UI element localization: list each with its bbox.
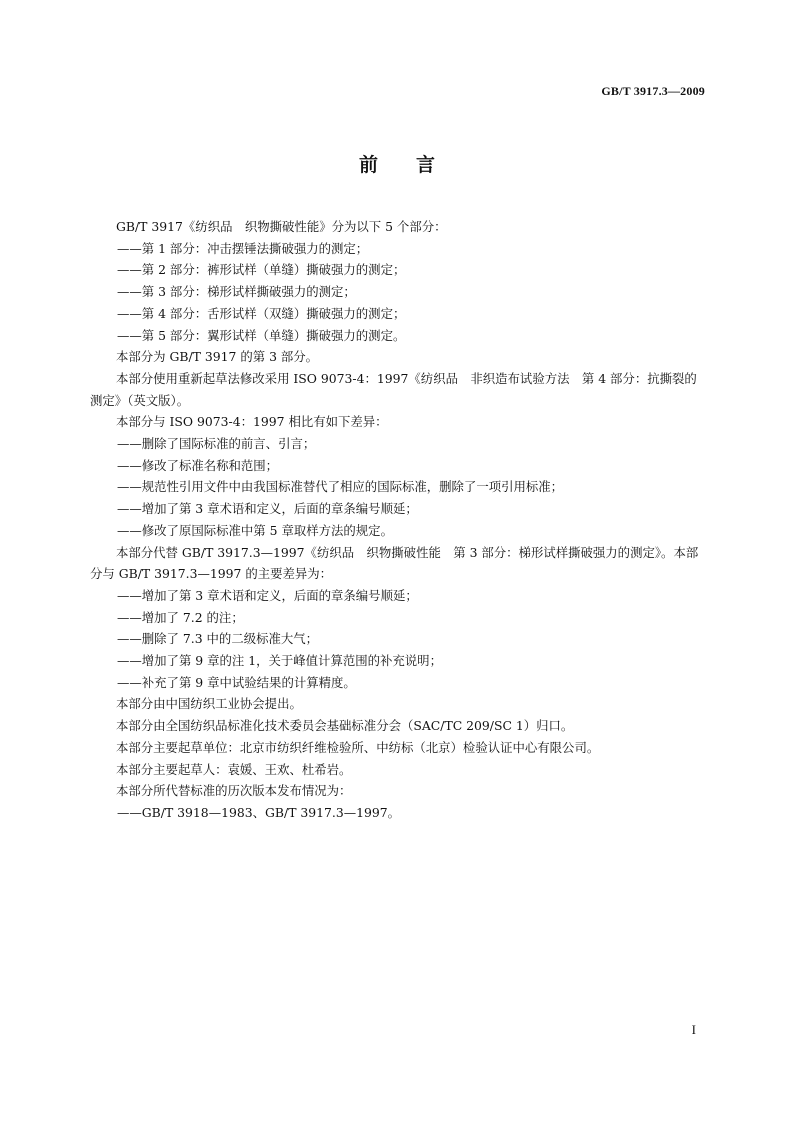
paragraph-proposer: 本部分由中国纺织工业协会提出。 <box>116 696 302 712</box>
paragraph-drafters: 本部分主要起草人：袁媛、王欢、杜希岩。 <box>116 761 352 777</box>
list-item-iso-diff-1: ——删除了国际标准的前言、引言； <box>117 436 316 452</box>
list-item-part-4: ——第 4 部分：舌形试样（双缝）撕破强力的测定； <box>117 305 406 321</box>
page-title <box>0 150 794 177</box>
title-char-1: 前 <box>358 154 378 176</box>
paragraph-drafting-units: 本部分主要起草单位：北京市纺织纤维检验所、中纺标（北京）检验认证中心有限公司。 <box>116 739 600 755</box>
list-item-iso-diff-4: ——增加了第 3 章术语和定义，后面的章条编号顺延； <box>117 501 418 517</box>
list-item-change-5: ——补充了第 9 章中试验结果的计算精度。 <box>117 674 356 690</box>
list-item-part-1: ——第 1 部分：冲击摆锤法撕破强力的测定； <box>117 240 369 256</box>
paragraph-iso-differences: 本部分与 ISO 9073-4：1997 相比有如下差异： <box>116 414 388 430</box>
list-item-part-2: ——第 2 部分：裤形试样（单缝）撕破强力的测定； <box>117 262 406 278</box>
list-item-change-3: ——删除了 7.3 中的二级标准大气； <box>117 631 319 647</box>
page-number: I <box>691 1022 696 1037</box>
paragraph-this-part: 本部分为 GB/T 3917 的第 3 部分。 <box>116 349 319 365</box>
paragraph-history: 本部分所代替标准的历次版本发布情况为： <box>116 783 352 799</box>
paragraph-parts-intro: GB/T 3917《纺织品 织物撕破性能》分为以下 5 个部分： <box>116 219 447 234</box>
list-item-iso-diff-2: ——修改了标准名称和范围； <box>117 457 279 473</box>
title-char-2: 言 <box>416 154 436 176</box>
list-item-part-3: ——第 3 部分：梯形试样撕破强力的测定； <box>117 284 356 300</box>
paragraph-committee: 本部分由全国纺织品标准化技术委员会基础标准分会（SAC/TC 209/SC 1）归口。 <box>116 718 574 734</box>
foreword-body <box>90 216 707 824</box>
paragraph-replaces: 本部分代替 GB/T 3917.3—1997《纺织品 织物撕破性能 第 3 部分：梯形试样撕破强力的测定》。本部分与 GB/T 3917.3—1997 的主要差异为： <box>90 544 699 582</box>
list-item-history: ——GB/T 3918—1983、GB/T 3917.3—1997。 <box>117 804 401 820</box>
list-item-iso-diff-3: ——规范性引用文件中由我国标准替代了相应的国际标准，删除了一项引用标准； <box>117 479 564 495</box>
list-item-iso-diff-5: ——修改了原国际标准中第 5 章取样方法的规定。 <box>117 522 393 538</box>
list-item-change-1: ——增加了第 3 章术语和定义，后面的章条编号顺延； <box>117 587 418 603</box>
list-item-part-5: ——第 5 部分：翼形试样（单缝）撕破强力的测定。 <box>117 327 406 343</box>
paragraph-iso-adoption: 本部分使用重新起草法修改采用 ISO 9073-4：1997《纺织品 非织造布试验方法 第 4 部分：抗撕裂的测定》（英文版）。 <box>90 370 697 408</box>
standard-code: GB/T 3917.3—2009 <box>601 84 705 98</box>
list-item-change-4: ——增加了第 9 章的注 1，关于峰值计算范围的补充说明； <box>117 653 442 669</box>
list-item-change-2: ——增加了 7.2 的注； <box>117 609 244 625</box>
